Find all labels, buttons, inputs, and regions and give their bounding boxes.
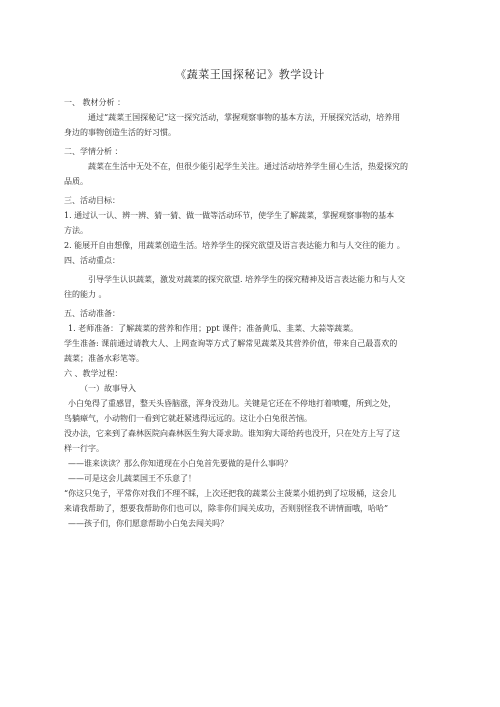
paragraph-line: 学生准备: 课前通过请教大人、上网查询等方式了解常见蔬菜及其营养价值，带来自己最喜欢的 <box>64 339 398 348</box>
paragraph-line: 鸟躺瘴气，小动物们一看到它就赶紧逃得远远的。这让小白兔很苦恼。 <box>64 414 312 423</box>
section-heading-students: 二、学情分析 ： <box>64 147 123 156</box>
subsection-heading: （一）故事导入 <box>80 384 136 393</box>
paragraph-line: 小白兔得了重感冒，整天头昏脑涨，浑身没劲儿。关键是它还在不停地打着喷嚏，所到之处， <box>68 399 396 408</box>
quote-line: 来请我帮助了，想要我帮助你们也可以，除非你们闯关成功，否则别怪我不讲情面哦，哈哈” <box>64 504 389 513</box>
paragraph-line: 蔬菜；准备水彩笔等。 <box>64 354 144 363</box>
paragraph-line: 往的能力 。 <box>64 290 107 299</box>
paragraph-line: 样一行字。 <box>64 444 104 453</box>
dialogue-line: ——可是这会儿蔬菜国王不乐意了！ <box>68 474 196 483</box>
section-heading-key-points: 四、活动重点： <box>64 256 120 265</box>
paragraph-line: 蔬菜在生活中无处不在，但很少能引起学生关注。通过活动培养学生留心生活，热爱探究的 <box>88 162 408 171</box>
paragraph-line: 通过“蔬菜王国探秘记”这一探究活动，掌握观察事物的基本方法，开展探究活动，培养用 <box>88 113 401 122</box>
list-item: 1. 老师准备：了解蔬菜的营养和作用；ppt 课件；准备黄瓜、韭菜、大蒜等蔬菜。 <box>68 324 359 333</box>
list-item: 1. 通过认一认、辨一辨、猜一猜、做一做等活动环节，使学生了解蔬菜，掌握观察事物的基本 <box>64 211 395 220</box>
paragraph-line: 没办法，它来到了森林医院向森林医生狗大哥求助。谁知狗大哥给药也没开，只在处方上写了这 <box>64 429 400 438</box>
dialogue-line: ——孩子们，你们愿意帮助小白兔去闯关吗？ <box>68 519 228 528</box>
section-heading-process: 六 、教学过程： <box>64 369 123 378</box>
list-item-continued: 方法。 <box>64 226 88 235</box>
section-heading-goals: 三、活动目标： <box>64 196 120 205</box>
section-heading-analysis: 一、 教材分析 ： <box>64 98 126 107</box>
paragraph-line: 身边的事物创造生活的好习惯。 <box>64 128 176 137</box>
section-heading-preparation: 五、活动准备： <box>64 309 120 318</box>
quote-line: “你这只兔子，平常你对我们不理不睬，上次还把我的蔬菜公主菠菜小姐扔到了垃圾桶，这会儿 <box>64 489 397 498</box>
paragraph-line: 引导学生认识蔬菜，激发对蔬菜的探究欲望. 培养学生的探究精神及语言表达能力和与人交 <box>88 275 406 284</box>
paragraph-line: 品质。 <box>64 177 88 186</box>
document-title: 《蔬菜王国探秘记》教学设计 <box>175 68 325 81</box>
dialogue-line: ——谁来读读？那么你知道现在小白兔首先要做的是什么事吗？ <box>68 459 292 468</box>
list-item: 2. 能展开自由想像，用蔬菜创造生活。培养学生的探究欲望及语言表达能力和与人交往的能力 。 <box>64 241 405 250</box>
